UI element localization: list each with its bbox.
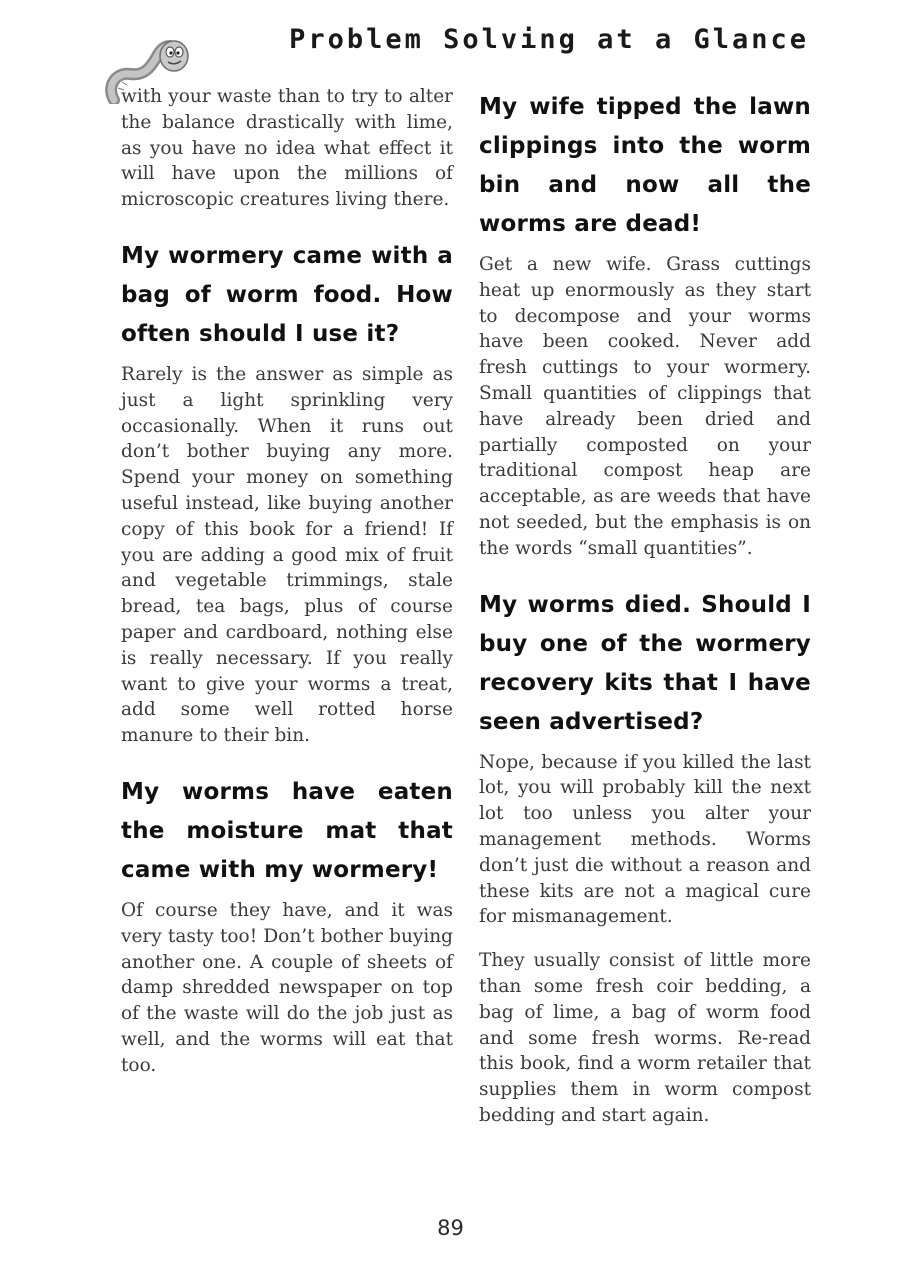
- question-heading-worm-food: My wormery came with a bag of worm food. How often should I use it?: [121, 242, 453, 347]
- question-heading-recovery-kits: My worms died. Should I buy one of the wormery recovery kits that I have seen advertised?: [479, 591, 811, 735]
- question-heading-moisture-mat: My worms have eaten the moisture mat that came with my wormery!: [121, 778, 453, 883]
- question-heading-lawn-clippings: My wife tipped the lawn clippings into the worm bin and now all the worms are dead!: [479, 94, 811, 237]
- answer-moisture-mat: Of course they have, and it was very tasty too! Don’t bother buying another one. A couple of sheets of damp shredded newspaper on top of the waste will do the job just as well, and the worms will eat that too.: [121, 899, 453, 1076]
- answer-lawn-clippings: Get a new wife. Grass cuttings heat up enormously as they start to decompose and your worms have been cooked. Never add fresh cuttings to your wormery. Small quantities of clippings that have already been dried and partially composted on your traditional compost heap are acceptable, as are weeds that have not seeded, but the emphasis is on the words “small quantities”.: [479, 254, 811, 559]
- answer-worm-food: Rarely is the answer as simple as just a light sprinkling very occasionally. When it runs out don’t bother buying any more. Spend your money on something useful instead, like buying another copy of this book for a friend! If you are adding a good mix of fruit and vegetable trimmings, stale bread, tea bags, plus of course paper and cardboard, nothing else is really necessary. If you really want to give your worms a treat, add some well rotted horse manure to their bin.: [121, 363, 453, 747]
- answer-recovery-kits-p2: They usually consist of little more than some fresh coir bedding, a bag of lime, a bag of worm food and some fresh worms. Re-read this book, find a worm retailer that supplies them in worm compost bedding and start again.: [479, 950, 811, 1126]
- left-column: [121, 84, 453, 1097]
- continued-paragraph: with your waste than to try to alter the balance drastically with lime, as you have no idea what effect it will have upon the millions of microscopic creatures living there.: [121, 86, 453, 211]
- right-column: [479, 88, 811, 1147]
- answer-recovery-kits-p1: Nope, because if you killed the last lot, you will probably kill the next lot too unless you alter your management methods. Worms don’t just die without a reason and these kits are not a magical cure for mismanagement.: [479, 751, 811, 928]
- running-head: Problem Solving at a Glance: [289, 24, 809, 55]
- page-number: 89: [437, 1216, 464, 1240]
